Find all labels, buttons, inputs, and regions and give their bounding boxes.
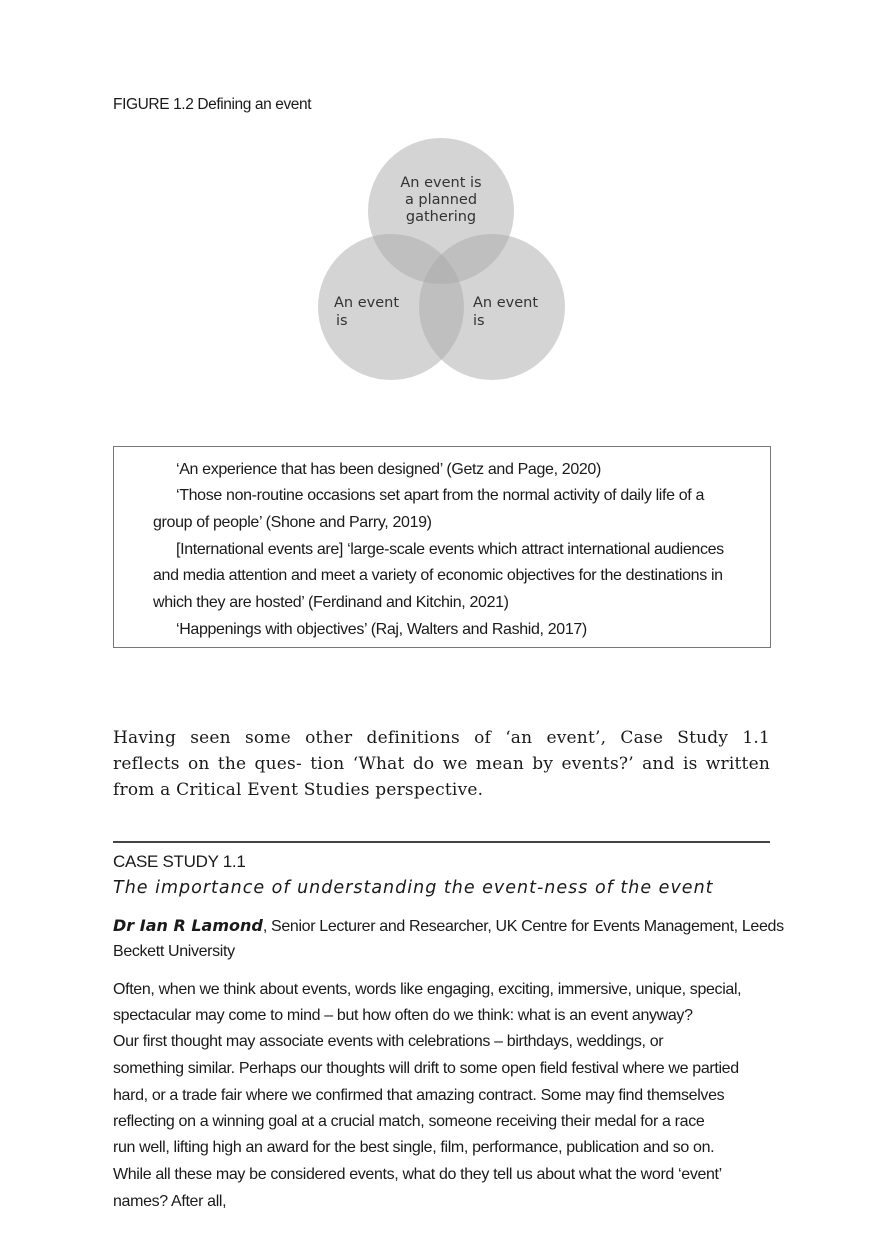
body-line: spectacular may come to mind – but how often do we think: what is an event anyway? (113, 1007, 693, 1024)
divider (113, 841, 770, 843)
case-study-title: The importance of understanding the event-ness of the event (113, 878, 714, 898)
intro-line: Having seen some other definitions of ‘an event’, Case Study 1.1 (113, 728, 770, 748)
body-line: something similar. Perhaps our thoughts will drift to some open field festival where we partied (113, 1060, 739, 1077)
author-line (113, 916, 784, 937)
quote-line: and media attention and meet a variety of economic objectives for the destinations in (153, 567, 723, 584)
quote-line: ‘Those non-routine occasions set apart from the normal activity of daily life of a (176, 487, 705, 504)
intro-line: reflects on the ques- tion ‘What do we mean by events?’ and is written (113, 754, 770, 774)
author-role-cont: Beckett University (113, 943, 235, 960)
venn-right-line: is (473, 313, 485, 329)
body-line: hard, or a trade fair where we confirmed that amazing contract. Some may find themselves (113, 1087, 725, 1104)
body-line: Our first thought may associate events with celebrations – birthdays, weddings, or (113, 1033, 664, 1050)
quote-line: ‘Happenings with objectives’ (Raj, Walters and Rashid, 2017) (176, 621, 587, 638)
venn-left-line: is (336, 313, 348, 329)
author-name: Dr Ian R Lamond (113, 916, 263, 935)
venn-diagram (300, 130, 580, 390)
quote-line: group of people’ (Shone and Parry, 2019) (153, 514, 432, 531)
body-line: While all these may be considered events, what do they tell us about what the word ‘event’ (113, 1166, 722, 1183)
figure-caption: FIGURE 1.2 Defining an event (113, 96, 312, 113)
venn-top-line: a planned (404, 192, 478, 208)
quote-line: which they are hosted’ (Ferdinand and Kitchin, 2021) (153, 594, 509, 611)
venn-top-line: gathering (405, 209, 477, 225)
author-role: , Senior Lecturer and Researcher, UK Centre for Events Management, Leeds (262, 918, 784, 935)
body-line: reflecting on a winning goal at a crucial match, someone receiving their medal for a race (113, 1113, 705, 1130)
body-line: Often, when we think about events, words like engaging, exciting, immersive, unique, special, (113, 981, 742, 998)
intro-line: from a Critical Event Studies perspective. (113, 780, 484, 800)
venn-top-line: An event is (400, 175, 482, 191)
body-line: run well, lifting high an award for the best single, film, performance, publication and so on. (113, 1139, 715, 1156)
body-line: names? After all, (113, 1193, 227, 1210)
venn-left-line: An event (334, 295, 400, 311)
quote-line: [International events are] ‘large-scale events which attract international audiences (176, 541, 724, 558)
case-study-label: CASE STUDY 1.1 (113, 852, 246, 871)
quote-line: ‘An experience that has been designed’ (Getz and Page, 2020) (176, 461, 601, 478)
venn-right-line: An event (473, 295, 539, 311)
